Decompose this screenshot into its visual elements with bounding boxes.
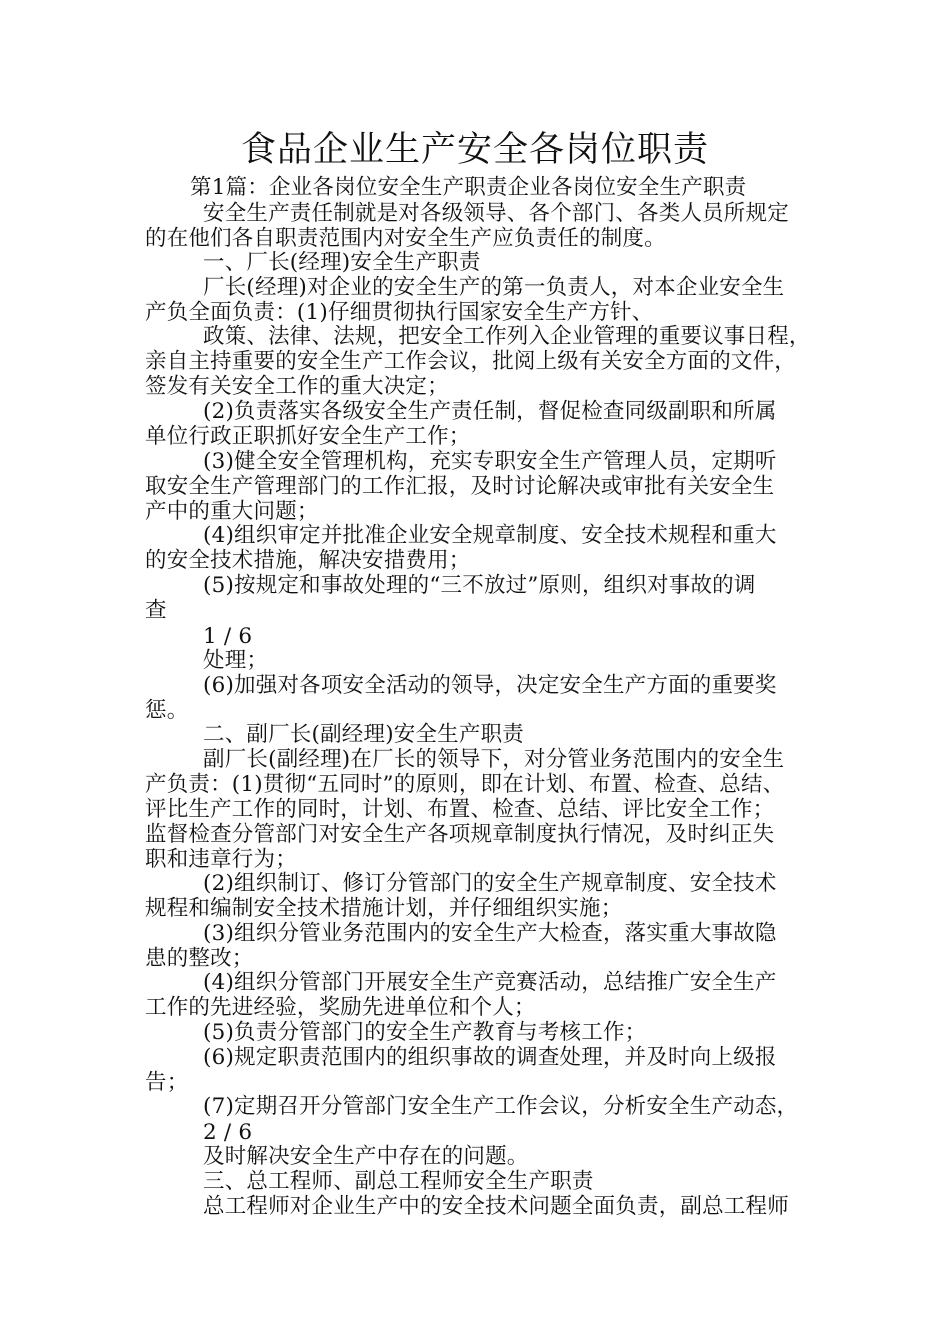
text-line: 厂长(经理)对企业的安全生产的第一负责人，对本企业安全生 xyxy=(203,275,785,300)
text-line: 产中的重大问题； xyxy=(145,499,319,524)
text-line: 告； xyxy=(145,1070,189,1095)
text-line: 副厂长(副经理)在厂长的领导下，对分管业务范围内的安全生 xyxy=(203,747,785,772)
text-line: (2)负责落实各级安全生产责任制，督促检查同级副职和所属 xyxy=(203,399,777,424)
text-line: 职和违章行为； xyxy=(145,847,297,872)
text-line: (3)健全安全管理机构，充实专职安全生产管理人员，定期听 xyxy=(203,449,777,474)
text-line: 安全生产责任制就是对各级领导、各个部门、各类人员所规定 xyxy=(203,201,789,226)
text-line: 产负全面负责：(1)仔细贯彻执行国家安全生产方针、 xyxy=(145,300,654,325)
text-line: (6)规定职责范围内的组织事故的调查处理，并及时向上级报 xyxy=(203,1045,777,1070)
text-line: 产负责：(1)贯彻“五同时”的原则，即在计划、布置、检查、总结、 xyxy=(145,772,785,797)
text-line: 监督检查分管部门对安全生产各项规章制度执行情况，及时纠正失 xyxy=(145,822,775,847)
section-heading: 一、厂长(经理)安全生产职责 xyxy=(203,250,481,275)
text-line: (4)组织审定并批准企业安全规章制度、安全技术规程和重大 xyxy=(203,523,777,548)
text-line: 惩。 xyxy=(145,698,189,723)
text-line: 评比生产工作的同时，计划、布置、检查、总结、评比安全工作； xyxy=(145,797,775,822)
text-line: (7)定期召开分管部门安全生产工作会议，分析安全生产动态， xyxy=(203,1094,799,1119)
text-line: 查 xyxy=(145,598,167,623)
text-line: 亲自主持重要的安全生产工作会议，批阅上级有关安全方面的文件， xyxy=(145,349,797,374)
text-line: 工作的先进经验，奖励先进单位和个人； xyxy=(145,995,536,1020)
text-line: 总工程师对企业生产中的安全技术问题全面负责，副总工程师 xyxy=(203,1194,789,1219)
text-line: 的安全技术措施，解决安措费用； xyxy=(145,548,471,573)
section-heading: 二、副厂长(副经理)安全生产职责 xyxy=(203,722,524,747)
text-line: (2)组织制订、修订分管部门的安全生产规章制度、安全技术 xyxy=(203,871,777,896)
text-line: 规程和编制安全技术措施计划，并仔细组织实施； xyxy=(145,896,623,921)
text-line: 取安全生产管理部门的工作汇报，及时讨论解决或审批有关安全生 xyxy=(145,474,775,499)
text-line: 单位行政正职抓好安全生产工作； xyxy=(145,424,471,449)
text-line: 签发有关安全工作的重大决定； xyxy=(145,374,449,399)
page-number: 2 / 6 xyxy=(203,1120,253,1145)
text-line: 第1篇：企业各岗位安全生产职责企业各岗位安全生产职责 xyxy=(190,175,747,200)
text-line: (6)加强对各项安全活动的领导，决定安全生产方面的重要奖 xyxy=(203,673,777,698)
text-line: 政策、法律、法规，把安全工作列入企业管理的重要议事日程， xyxy=(203,324,811,349)
text-line: 及时解决安全生产中存在的问题。 xyxy=(203,1144,529,1169)
text-line: (4)组织分管部门开展安全生产竞赛活动，总结推广安全生产 xyxy=(203,970,777,995)
text-line: 患的整改； xyxy=(145,946,254,971)
page-number: 1 / 6 xyxy=(203,624,253,649)
section-heading: 三、总工程师、副总工程师安全生产职责 xyxy=(203,1169,594,1194)
document-title: 食品企业生产安全各岗位职责 xyxy=(240,130,709,170)
text-line: 处理； xyxy=(203,648,269,673)
text-line: (5)负责分管部门的安全生产教育与考核工作； xyxy=(203,1020,647,1045)
text-line: (3)组织分管业务范围内的安全生产大检查，落实重大事故隐 xyxy=(203,921,777,946)
text-line: 的在他们各自职责范围内对安全生产应负责任的制度。 xyxy=(145,226,666,251)
text-line: (5)按规定和事故处理的“三不放过”原则，组织对事故的调 xyxy=(203,573,756,598)
